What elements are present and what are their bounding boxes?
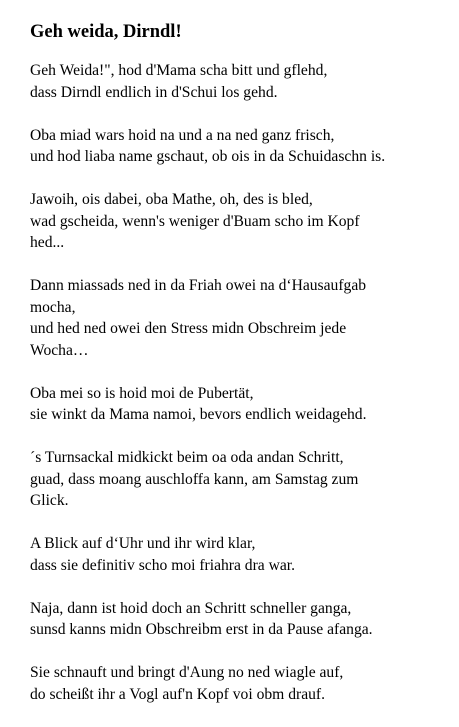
poem-line: Sie schnauft und bringt d'Aung no ned wiagle auf, (30, 664, 344, 681)
stanza (30, 125, 450, 168)
poem-line: Oba mei so is hoid moi de Pubertät, (30, 384, 254, 402)
poem-line: Glick. (30, 492, 69, 509)
poem-line: Dann miassads ned in da Friah owei na d‘Hausaufgab (30, 277, 367, 294)
poem-line: do scheißt ihr a Vogl auf'n Kopf voi obm drauf. (30, 685, 326, 703)
poem-line: mocha, (30, 298, 76, 316)
stanza (30, 189, 450, 254)
poem-line: Oba miad wars hoid na und a na ned ganz frisch, (30, 126, 335, 144)
stanza (30, 383, 450, 426)
poem-line: sunsd kanns midn Obschreibm erst in da Pause afanga. (30, 621, 373, 638)
poem-page (30, 20, 450, 727)
poem-line: sie winkt da Mama namoi, bevors endlich weidagehd. (30, 406, 367, 423)
poem-line: wad gscheida, wenn's weniger d'Buam scho im Kopf (30, 212, 360, 230)
poem-line: und hed ned owei den Stress midn Obschreim jede (30, 320, 347, 337)
poem-title: Geh weida, Dirndl! (30, 22, 182, 42)
poem-line: dass sie definitiv scho moi friahra dra war. (30, 556, 296, 574)
poem-line: Jawoih, ois dabei, oba Mathe, oh, des is bled, (30, 191, 313, 208)
stanza (30, 275, 450, 361)
stanza (30, 60, 450, 103)
poem-line: und hod liaba name gschaut, ob ois in da Schuidaschn is. (30, 148, 386, 165)
poem-line: Naja, dann ist hoid doch an Schritt schneller ganga, (30, 599, 352, 617)
poem-line: Geh Weida!", hod d'Mama scha bitt und gflehd, (30, 62, 328, 79)
poem-line: hed... (30, 234, 65, 251)
stanza (30, 447, 450, 512)
poem-line: Wocha… (30, 341, 89, 359)
poem-line: dass Dirndl endlich in d'Schui los gehd. (30, 83, 278, 101)
poem-body (30, 60, 450, 705)
stanza (30, 533, 450, 576)
stanza (30, 598, 450, 641)
poem-line: ´s Turnsackal midkickt beim oa oda andan Schritt, (30, 449, 344, 466)
poem-line: A Blick auf d‘Uhr und ihr wird klar, (30, 535, 256, 552)
poem-line: guad, dass moang auschloffa kann, am Samstag zum (30, 470, 359, 488)
